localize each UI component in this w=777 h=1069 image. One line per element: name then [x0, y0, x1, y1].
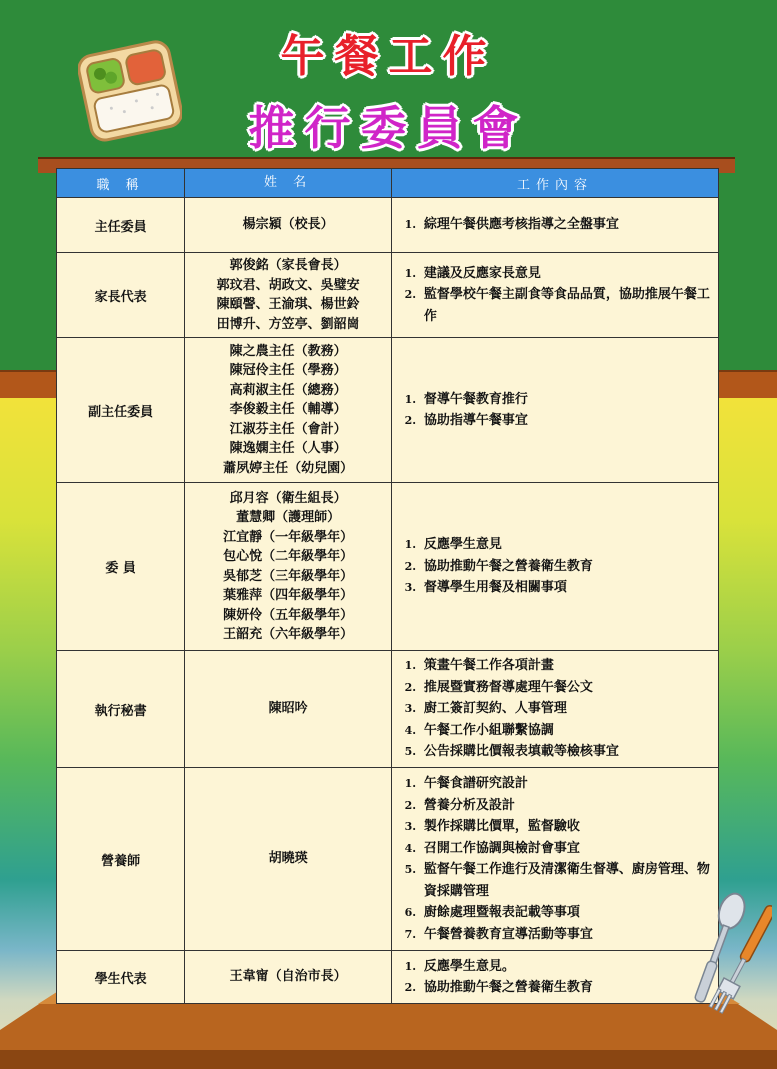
member-name: 胡曉瑛: [268, 851, 308, 867]
member-name: 江淑芬主任（會計）: [229, 421, 347, 437]
role-cell: 副主任委員: [57, 338, 185, 483]
table-row: [57, 951, 719, 1004]
member-name: 郭玟君、胡政文、吳璧安: [216, 277, 360, 293]
member-name: 陳逸嫻主任（人事）: [229, 441, 347, 457]
duty-item: 1. 綜理午餐供應考核指導之全盤事宜: [420, 214, 718, 236]
role-cell: 委 員: [57, 483, 185, 651]
duty-item: 2. 監督學校午餐主副食等食品品質，協助推展午餐工作: [420, 284, 718, 327]
table-row: [57, 768, 719, 951]
member-name: 王韋甯（自治市長）: [229, 969, 347, 985]
member-name: 李俊毅主任（輔導）: [229, 402, 347, 418]
role-cell: 家長代表: [57, 253, 185, 338]
member-name: 邱月容（衛生組長）: [229, 490, 347, 506]
names-cell: [185, 651, 392, 768]
duty-item: 2. 營養分析及設計: [420, 795, 718, 817]
member-name: 陳之農主任（教務）: [229, 343, 347, 359]
member-name: 田博升、方笠亭、劉韶崗: [216, 316, 360, 332]
duties-cell: [391, 253, 718, 338]
member-name: 包心悅（二年級學年）: [223, 549, 354, 564]
duty-item: 6. 廚餘處理暨報表記載等事項: [420, 902, 718, 924]
role-cell: 學生代表: [57, 951, 185, 1004]
duty-item: 1. 督導午餐教育推行: [420, 389, 718, 411]
member-name: 蕭夙婷主任（幼兒園）: [223, 460, 354, 476]
table-row: [57, 253, 719, 338]
duty-item: 1. 午餐食譜研究設計: [420, 773, 718, 795]
member-name: 江宜靜（一年級學年）: [223, 529, 354, 545]
duty-item: 1. 反應學生意見。: [420, 956, 718, 978]
role-cell: 執行秘書: [57, 651, 185, 768]
member-name: 高莉淑主任（總務）: [229, 382, 347, 398]
member-name: 葉雅萍（四年級學年）: [223, 588, 354, 603]
table-header-row: [57, 169, 719, 198]
page-title-line1: 午餐工作: [280, 31, 497, 82]
header-duties: 工作內容: [391, 169, 718, 198]
member-name: 陳頤謦、王渝琪、楊世鈴: [216, 297, 360, 312]
duty-item: 5. 公告採購比價報表填載等檢核事宜: [420, 741, 718, 763]
member-name: 王韶充（六年級學年）: [223, 627, 354, 642]
duty-item: 2. 協助推動午餐之營養衛生教育: [420, 977, 718, 999]
duty-item: 3. 廚工簽訂契約、人事管理: [420, 698, 718, 720]
table-row: [57, 483, 719, 651]
names-cell: [185, 253, 392, 338]
names-cell: [185, 198, 392, 253]
member-name: 吳郁芝（三年級學年）: [223, 568, 354, 584]
role-cell: 營養師: [57, 768, 185, 951]
member-name: 郭俊銘（家長會長）: [229, 258, 347, 273]
names-cell: [185, 951, 392, 1004]
duties-cell: [391, 951, 718, 1004]
duty-item: 7. 午餐營養教育宣導活動等事宜: [420, 924, 718, 946]
member-name: 陳昭吟: [268, 701, 308, 717]
duty-item: 2. 協助指導午餐事宜: [420, 410, 718, 432]
names-cell: [185, 768, 392, 951]
duty-item: 2. 協助推動午餐之營養衛生教育: [420, 556, 718, 578]
spoon-fork-icon: [692, 892, 772, 1026]
duty-item: 1. 反應學生意見: [420, 534, 718, 556]
duties-cell: [391, 768, 718, 951]
duty-item: 5. 監督午餐工作進行及清潔衛生督導、廚房管理、物資採購管理: [420, 859, 718, 902]
committee-table: [56, 168, 719, 1004]
duty-item: 1. 建議及反應家長意見: [420, 263, 718, 285]
page-title-line2: 推行委員會: [248, 101, 529, 155]
member-name: 陳冠伶主任（學務）: [229, 363, 347, 379]
names-cell: [185, 483, 392, 651]
duty-item: 4. 午餐工作小組聯繫協調: [420, 720, 718, 742]
duty-item: 2. 推展暨實務督導處理午餐公文: [420, 677, 718, 699]
duty-item: 1. 策畫午餐工作各項計畫: [420, 655, 718, 677]
member-name: 陳妍伶（五年級學年）: [223, 607, 354, 623]
duties-cell: [391, 483, 718, 651]
member-name: 楊宗潁（校長）: [242, 217, 334, 233]
table-row: [57, 198, 719, 253]
duties-cell: [391, 198, 718, 253]
names-cell: [185, 338, 392, 483]
duty-item: 3. 製作採購比價單，監督驗收: [420, 816, 718, 838]
role-cell: 主任委員: [57, 198, 185, 253]
duty-item: 4. 召開工作協調與檢討會事宜: [420, 838, 718, 860]
table-row: [57, 338, 719, 483]
table-row: [57, 651, 719, 768]
header-name: 姓 名: [185, 169, 392, 198]
duties-cell: [391, 338, 718, 483]
duty-item: 3. 督導學生用餐及相關事項: [420, 577, 718, 599]
member-name: 董慧卿（護理師）: [236, 510, 341, 525]
header-role: 職 稱: [57, 169, 185, 198]
duties-cell: [391, 651, 718, 768]
